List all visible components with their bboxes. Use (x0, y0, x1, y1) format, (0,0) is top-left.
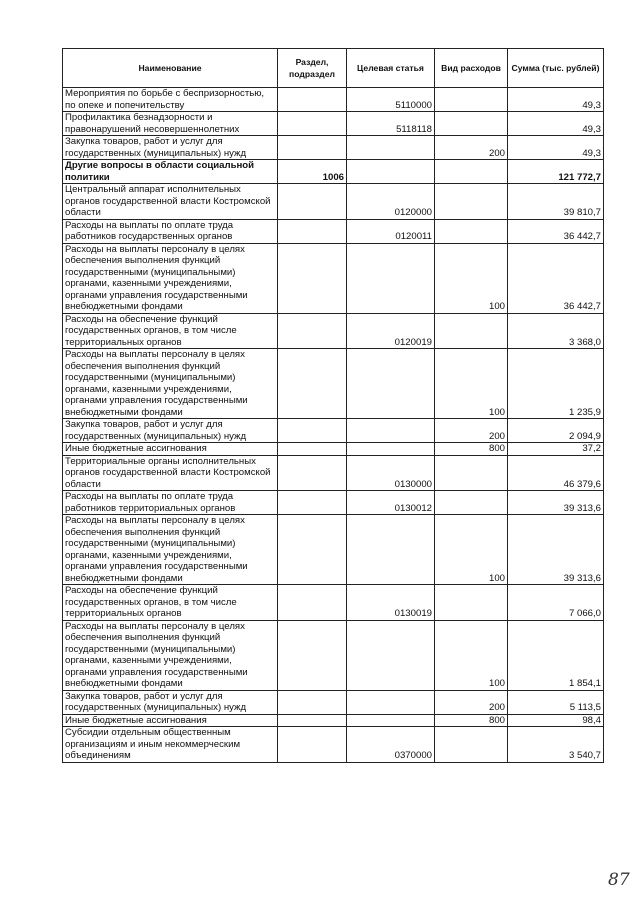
cell-amount: 1 235,9 (508, 349, 604, 419)
cell-amount: 5 113,5 (508, 690, 604, 714)
cell-type (435, 727, 508, 763)
cell-type (435, 585, 508, 621)
cell-name: Расходы на выплаты персоналу в целях обеспечения выполнения функций государственными (муниципальными) органами, казенными учреждениями, органами управления государственными внебюджетными фондами (63, 349, 278, 419)
cell-type: 100 (435, 243, 508, 313)
cell-target: 5110000 (347, 88, 435, 112)
cell-target (347, 620, 435, 690)
table-row (63, 620, 604, 690)
cell-amount: 98,4 (508, 714, 604, 727)
header-section: Раздел, подраздел (278, 49, 347, 88)
cell-section (278, 112, 347, 136)
cell-target (347, 243, 435, 313)
cell-section (278, 419, 347, 443)
cell-section (278, 184, 347, 220)
cell-name: Расходы на выплаты персоналу в целях обеспечения выполнения функций государственными (муниципальными) органами, казенными учреждениями, органами управления государственными внебюджетными фондами (63, 515, 278, 585)
cell-type (435, 88, 508, 112)
cell-amount: 39 810,7 (508, 184, 604, 220)
table-row (63, 727, 604, 763)
cell-type: 200 (435, 419, 508, 443)
cell-section (278, 515, 347, 585)
cell-target (347, 160, 435, 184)
cell-target (347, 443, 435, 456)
cell-section (278, 727, 347, 763)
table-body (63, 88, 604, 763)
cell-target (347, 136, 435, 160)
cell-target (347, 714, 435, 727)
table-row (63, 349, 604, 419)
table-row (63, 136, 604, 160)
cell-amount: 1 854,1 (508, 620, 604, 690)
cell-type: 800 (435, 714, 508, 727)
cell-name: Закупка товаров, работ и услуг для государственных (муниципальных) нужд (63, 419, 278, 443)
cell-amount: 121 772,7 (508, 160, 604, 184)
cell-section (278, 714, 347, 727)
cell-section: 1006 (278, 160, 347, 184)
table-row (63, 585, 604, 621)
cell-amount: 49,3 (508, 88, 604, 112)
table-row (63, 491, 604, 515)
cell-section (278, 491, 347, 515)
table-row (63, 690, 604, 714)
cell-target: 0130019 (347, 585, 435, 621)
cell-amount: 36 442,7 (508, 219, 604, 243)
cell-target: 5118118 (347, 112, 435, 136)
cell-name: Территориальные органы исполнительных органов государственной власти Костромской области (63, 455, 278, 491)
table-row (63, 184, 604, 220)
cell-target (347, 349, 435, 419)
cell-type (435, 184, 508, 220)
cell-amount: 36 442,7 (508, 243, 604, 313)
cell-amount: 2 094,9 (508, 419, 604, 443)
cell-type (435, 313, 508, 349)
table-row (63, 313, 604, 349)
cell-amount: 39 313,6 (508, 491, 604, 515)
cell-target (347, 515, 435, 585)
cell-amount: 49,3 (508, 136, 604, 160)
cell-amount: 3 368,0 (508, 313, 604, 349)
cell-amount: 37,2 (508, 443, 604, 456)
table-row (63, 443, 604, 456)
cell-section (278, 443, 347, 456)
cell-section (278, 455, 347, 491)
cell-section (278, 219, 347, 243)
cell-target (347, 419, 435, 443)
cell-section (278, 136, 347, 160)
header-type: Вид расходов (435, 49, 508, 88)
cell-type: 200 (435, 136, 508, 160)
budget-table (62, 48, 604, 763)
cell-name: Расходы на выплаты по оплате труда работников территориальных органов (63, 491, 278, 515)
cell-type: 100 (435, 349, 508, 419)
cell-name: Центральный аппарат исполнительных органов государственной власти Костромской области (63, 184, 278, 220)
header-target: Целевая статья (347, 49, 435, 88)
cell-section (278, 585, 347, 621)
cell-target: 0120011 (347, 219, 435, 243)
table-row (63, 455, 604, 491)
cell-amount: 3 540,7 (508, 727, 604, 763)
cell-name: Другие вопросы в области социальной политики (63, 160, 278, 184)
table-header-row (63, 49, 604, 88)
cell-name: Профилактика безнадзорности и правонарушений несовершеннолетних (63, 112, 278, 136)
cell-type (435, 112, 508, 136)
table-row (63, 160, 604, 184)
cell-type: 200 (435, 690, 508, 714)
cell-target: 0120019 (347, 313, 435, 349)
table-row (63, 419, 604, 443)
table-row (63, 515, 604, 585)
cell-type: 800 (435, 443, 508, 456)
cell-name: Расходы на выплаты персоналу в целях обеспечения выполнения функций государственными (муниципальными) органами, казенными учреждениями, органами управления государственными внебюджетными фондами (63, 243, 278, 313)
cell-type (435, 219, 508, 243)
cell-name: Иные бюджетные ассигнования (63, 443, 278, 456)
cell-type (435, 455, 508, 491)
cell-name: Иные бюджетные ассигнования (63, 714, 278, 727)
cell-target: 0130012 (347, 491, 435, 515)
cell-type: 100 (435, 620, 508, 690)
table-row (63, 219, 604, 243)
cell-name: Расходы на выплаты по оплате труда работников государственных органов (63, 219, 278, 243)
table-row (63, 714, 604, 727)
cell-type: 100 (435, 515, 508, 585)
cell-target: 0370000 (347, 727, 435, 763)
cell-amount: 39 313,6 (508, 515, 604, 585)
cell-amount: 49,3 (508, 112, 604, 136)
header-name: Наименование (63, 49, 278, 88)
cell-section (278, 349, 347, 419)
cell-amount: 7 066,0 (508, 585, 604, 621)
cell-section (278, 88, 347, 112)
cell-name: Закупка товаров, работ и услуг для государственных (муниципальных) нужд (63, 690, 278, 714)
cell-section (278, 243, 347, 313)
cell-target: 0120000 (347, 184, 435, 220)
page-number: 87 (608, 870, 630, 890)
cell-target (347, 690, 435, 714)
cell-name: Расходы на обеспечение функций государственных органов, в том числе территориальных органов (63, 313, 278, 349)
table-row (63, 112, 604, 136)
cell-name: Расходы на обеспечение функций государственных органов, в том числе территориальных органов (63, 585, 278, 621)
cell-type (435, 491, 508, 515)
table-row (63, 243, 604, 313)
header-amount: Сумма (тыс. рублей) (508, 49, 604, 88)
cell-target: 0130000 (347, 455, 435, 491)
cell-name: Расходы на выплаты персоналу в целях обеспечения выполнения функций государственными (муниципальными) органами, казенными учреждениями, органами управления государственными внебюджетными фондами (63, 620, 278, 690)
cell-amount: 46 379,6 (508, 455, 604, 491)
cell-section (278, 313, 347, 349)
cell-section (278, 690, 347, 714)
cell-name: Субсидии отдельным общественным организациям и иным некоммерческим объединениям (63, 727, 278, 763)
cell-section (278, 620, 347, 690)
cell-name: Закупка товаров, работ и услуг для государственных (муниципальных) нужд (63, 136, 278, 160)
table-row (63, 88, 604, 112)
cell-name: Мероприятия по борьбе с беспризорностью, по опеке и попечительству (63, 88, 278, 112)
cell-type (435, 160, 508, 184)
